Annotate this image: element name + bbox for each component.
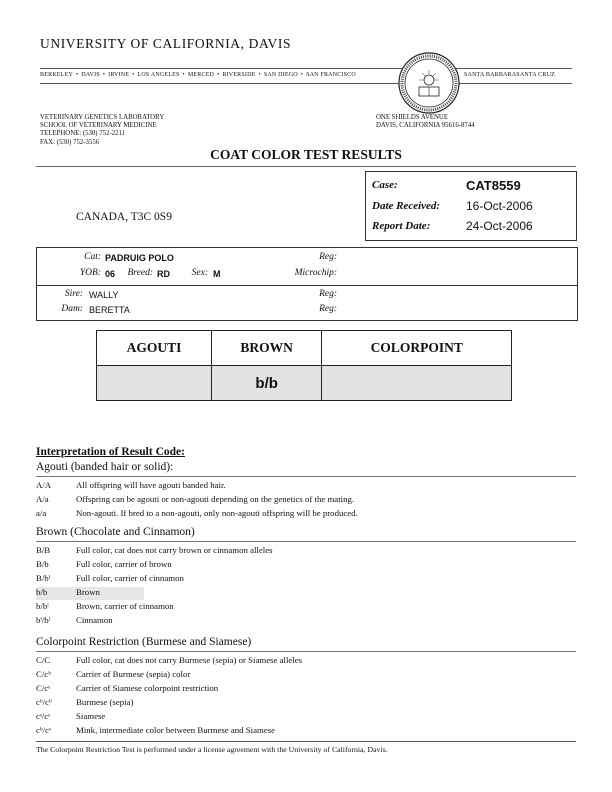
case-info-box: [365, 171, 577, 241]
result-code: cᵇ/cᵇ: [36, 697, 52, 707]
result-description: Full color, cat does not carry Burmese (sepia) or Siamese alleles: [76, 655, 303, 665]
campus-name: LOS ANGELES •: [138, 72, 185, 78]
report-title: COAT COLOR TEST RESULTS: [210, 147, 402, 162]
result-code: A/a: [36, 494, 49, 504]
microchip-label: Microchip:: [294, 268, 337, 278]
agouti-result: [97, 366, 212, 401]
date-received-value: 16-Oct-2006: [466, 199, 533, 213]
result-code: B/b: [36, 559, 49, 569]
result-description: Siamese: [76, 711, 106, 721]
campus-name: BERKELEY •: [40, 72, 78, 78]
campus-list-right: [464, 72, 555, 78]
highlighted-result-row: [36, 587, 144, 600]
agouti-header: AGOUTI: [97, 331, 212, 366]
lab-line: TELEPHONE: (530) 752-2211: [40, 130, 126, 138]
cat-box-divider: [37, 285, 577, 286]
result-description: Mink, intermediate color between Burmese and Siamese: [76, 725, 276, 735]
colorpoint-header: COLORPOINT: [322, 331, 512, 366]
breed-value: RD: [157, 269, 170, 279]
result-description: Carrier of Siamese colorpoint restriction: [76, 683, 219, 693]
campus-name: SAN FRANCISCO: [306, 72, 356, 78]
campus-name: MERCED •: [188, 72, 220, 78]
yob-label: YOB:: [79, 268, 101, 278]
reg-label: Reg:: [319, 252, 337, 262]
campus-name: RIVERSIDE •: [222, 72, 260, 78]
footer-rule: [36, 741, 576, 742]
agouti-section-title: Agouti (banded hair or solid):: [36, 461, 174, 473]
date-received-label: Date Received:: [372, 200, 441, 212]
result-code: cᵇ/cˢ: [36, 725, 51, 735]
footer-note: The Colorpoint Restriction Test is performed under a license agreement with the University of California, Davis.: [36, 745, 388, 754]
report-date-value: 24-Oct-2006: [466, 219, 533, 233]
result-code: B/B: [36, 545, 51, 555]
dam-value: BERETTA: [89, 305, 130, 315]
section-rule: [36, 651, 576, 652]
owner-location: CANADA, T3C 0S9: [76, 211, 172, 223]
result-description: Brown, carrier of cinnamon: [76, 601, 174, 611]
header-rule-top: [40, 68, 572, 69]
sire-reg-label: Reg:: [319, 289, 337, 299]
result-code: bˡ/bˡ: [36, 615, 51, 625]
brown-section-title: Brown (Chocolate and Cinnamon): [36, 526, 195, 538]
header-rule-bottom: [40, 83, 572, 84]
result-description: Offspring can be agouti or non-agouti depending on the genetics of the mating.: [76, 494, 355, 504]
result-code: b/b: [36, 587, 48, 597]
interpretation-title: Interpretation of Result Code:: [36, 446, 185, 458]
university-name: UNIVERSITY OF CALIFORNIA, DAVIS: [40, 36, 292, 51]
lab-address: [376, 114, 475, 130]
result-description: Full color, carrier of brown: [76, 559, 172, 569]
lab-line: VETERINARY GENETICS LABORATORY: [40, 114, 165, 121]
dam-reg-label: Reg:: [319, 304, 337, 314]
dam-label: Dam:: [61, 304, 83, 314]
result-description: Full color, cat does not carry brown or cinnamon alleles: [76, 545, 273, 555]
brown-result: b/b: [211, 366, 321, 401]
result-description: Full color, carrier of cinnamon: [76, 573, 184, 583]
cat-name: PADRUIG POLO: [105, 253, 174, 263]
campus-name: SANTA BARBARA: [464, 72, 517, 78]
report-date-label: Report Date:: [372, 220, 431, 232]
result-code: C/C: [36, 655, 51, 665]
section-rule: [36, 476, 576, 477]
result-description: Non-agouti. If bred to a non-agouti, only non-agouti offspring will be produced.: [76, 508, 358, 518]
case-label: Case:: [372, 179, 398, 191]
yob-value: 06: [105, 269, 116, 279]
sex-label: Sex:: [191, 268, 208, 278]
results-value-row: [97, 366, 512, 401]
sex-value: M: [213, 269, 221, 279]
sire-value: WALLY: [89, 290, 119, 300]
result-description: All offspring will have agouti banded hair.: [76, 480, 226, 490]
result-code: b/bˡ: [36, 601, 49, 611]
result-code: A/A: [36, 480, 52, 490]
university-seal-icon: [398, 52, 460, 114]
campus-name: DAVIS •: [81, 72, 105, 78]
cat-info-box: [36, 247, 578, 321]
campus-list-left: [40, 72, 359, 78]
colorpoint-section-title: Colorpoint Restriction (Burmese and Siamese): [36, 636, 252, 648]
campus-name: SAN DIEGO •: [264, 72, 303, 78]
title-rule: [36, 166, 576, 167]
result-description: Burmese (sepia): [76, 697, 134, 707]
section-rule: [36, 541, 576, 542]
lab-info: [40, 114, 164, 147]
colorpoint-result: [322, 366, 512, 401]
breed-label: Breed:: [127, 268, 153, 278]
result-code: C/cᵇ: [36, 669, 51, 679]
result-description: Cinnamon: [76, 615, 113, 625]
result-code: cˢ/cˢ: [36, 711, 50, 721]
result-code: C/cˢ: [36, 683, 51, 693]
campus-name: IRVINE •: [108, 72, 134, 78]
result-code: a/a: [36, 508, 47, 518]
case-number: CAT8559: [466, 178, 521, 193]
address-line: ONE SHIELDS AVENUE: [376, 114, 448, 121]
results-header-row: [97, 331, 512, 366]
address-line: DAVIS, CALIFORNIA 95616-8744: [376, 122, 475, 130]
result-code: B/bˡ: [36, 573, 51, 583]
lab-line: FAX: (530) 752-3556: [40, 138, 100, 146]
result-description: Carrier of Burmese (sepia) color: [76, 669, 191, 679]
results-table: [96, 330, 512, 401]
brown-header: BROWN: [211, 331, 321, 366]
result-description: Brown: [76, 587, 100, 597]
sire-label: Sire:: [64, 289, 83, 299]
lab-line: SCHOOL OF VETERINARY MEDICINE: [40, 122, 157, 130]
cat-label: Cat:: [84, 252, 101, 262]
campus-name: SANTA CRUZ: [516, 72, 555, 78]
